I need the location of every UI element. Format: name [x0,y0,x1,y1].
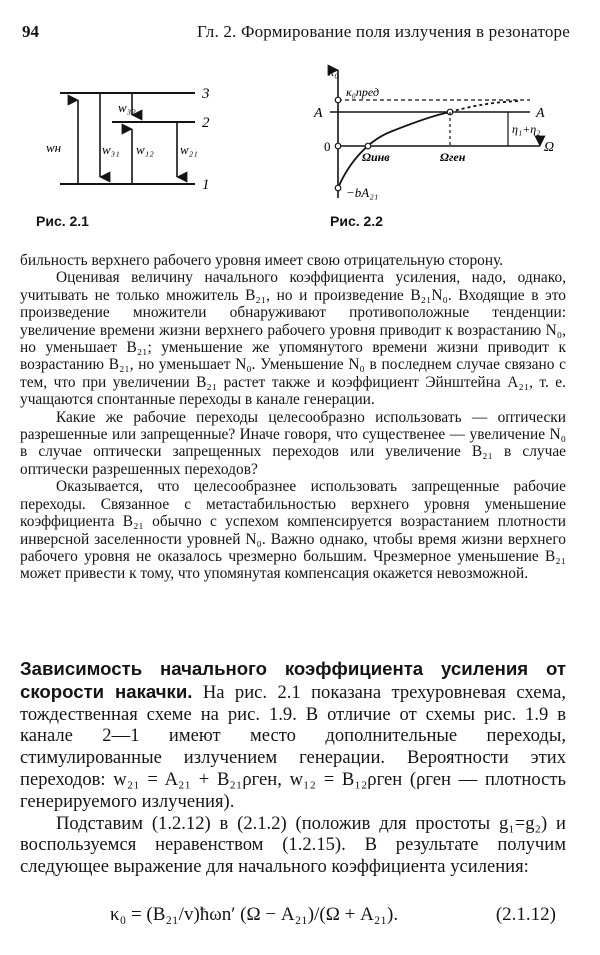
figure-2-2-plot [290,60,580,210]
figures-row [20,60,580,245]
threshold-label: κ₀пред [346,85,380,99]
paragraph-forbidden-transitions: Оказывается, что целесообразнее использовать запрещенные рабочие переходы. Связанное с метастабильностью верхнего уровня уменьшение коэффициента B₂₁ обычно с успехом компенсируется возрастанием плотности инверсной заселенности уровней N₀. Важно однако, чтобы время жизни верхнего рабочего уровня не оказалось чрезмерно большим. Чрезмерное уменьшение B₂₁ может привести к тому, что упомянутая компенсация окажется невозможной. [20,478,566,583]
section-paragraph-2: Подставим (1.2.12) в (2.1.2) (положив для простоты g₁=g₂) и воспользуемся неравенством (1.2.15). В результате получим следующее выражение для начального коэффициента усиления: [20,812,566,878]
level-2-label: 2 [202,115,210,131]
page-header [22,14,570,44]
omega-gen-label: Ωген [440,150,466,164]
y-axis-label: κ₀ [328,64,339,79]
figure-2-1 [20,60,220,245]
paragraph-gain-estimate: Оценивая величину начального коэффициента усиления, надо, однако, учитывать не только множитель B₂₁, но и произведение B₂₁N₀. Входящие в это произведение множители обнаруживают противоположные тенденции: увеличение времени жизни верхнего рабочего уровня приводит к возрастанию N₀, но уменьшает B₂₁; уменьшение же упомянутого времени жизни приводит к возрастанию B₂₁, но уменьшает N₀. Уменьшение N₀ в последнем случае связано с тем, что при увеличении B₂₁ растет также и коэффициент Эйнштейна A₂₁, т. е. учащаются спонтанные переходы в канале генерации. [20,269,566,409]
gain-curve-dashed [450,101,520,112]
label-wn: wн [46,140,62,155]
label-w32: w₃₂ [118,100,136,115]
x-axis-label: Ω [544,140,555,155]
gap-label: η₁+η₂ [512,122,541,136]
level-1-label: 1 [202,177,210,193]
intercept-point [335,185,341,191]
figure-2-2-caption: Рис. 2.2 [330,213,383,229]
figure-2-2 [290,60,580,245]
zero-label: 0 [324,139,331,154]
body-text [20,252,566,583]
origin-point [335,143,341,149]
label-w31: w₃₁ [102,142,120,157]
intercept-label: −bA₂₁ [346,185,379,200]
level-a-label-right: A [536,106,545,121]
section-pump-dependence [20,658,566,878]
figure-2-1-diagram [20,60,220,210]
label-w21: w₂₁ [180,142,198,157]
threshold-point [335,97,341,103]
equation-2-1-12 [20,904,566,930]
gain-curve-solid [338,112,450,188]
level-a-label-left: A [314,106,323,121]
paragraph-continuation: бильность верхнего рабочего уровня имеет свою отрицательную сторону. [20,252,504,269]
level-3-label: 3 [202,86,210,102]
section-paragraph [20,658,566,813]
omega-inv-label: Ωинв [362,150,390,164]
figure-2-1-caption: Рис. 2.1 [36,213,89,229]
equation-body: κ₀ = (B₂₁/v)ħωn′ (Ω − A₂₁)/(Ω + A₂₁). [110,904,399,925]
paragraph-transition-question: Какие же рабочие переходы целесообразно использовать — оптически разрешенные или запрещенные? Иначе говоря, что существенее — увеличение N₀ в случае оптически запрещенных переходов или увеличение B₂₁ в случае оптически разрешенных переходов? [20,408,566,478]
page-number: 94 [22,22,39,41]
section-text: На рис. 2.1 показана трехуровневая схема, тождественная схеме на рис. 1.9. В отличие от схемы рис. 1.9 в канале 2—1 имеют место дополнительные переходы, стимулированные излучением генерации. Вероятности этих переходов: w₂₁ = A₂₁ + B₂₁ρген, w₁₂ = B₁₂ρген (ρген — плотность генерируемого излучения). [20,681,566,812]
equation-number: (2.1.12) [495,904,556,925]
running-title: Гл. 2. Формирование поля излучения в резонаторе [197,22,570,41]
section-heading: Зависимость начального коэффициента усиления от скорости накачки. [20,658,566,702]
omega-inv-point [365,143,371,149]
label-w12: w₁₂ [136,142,154,157]
